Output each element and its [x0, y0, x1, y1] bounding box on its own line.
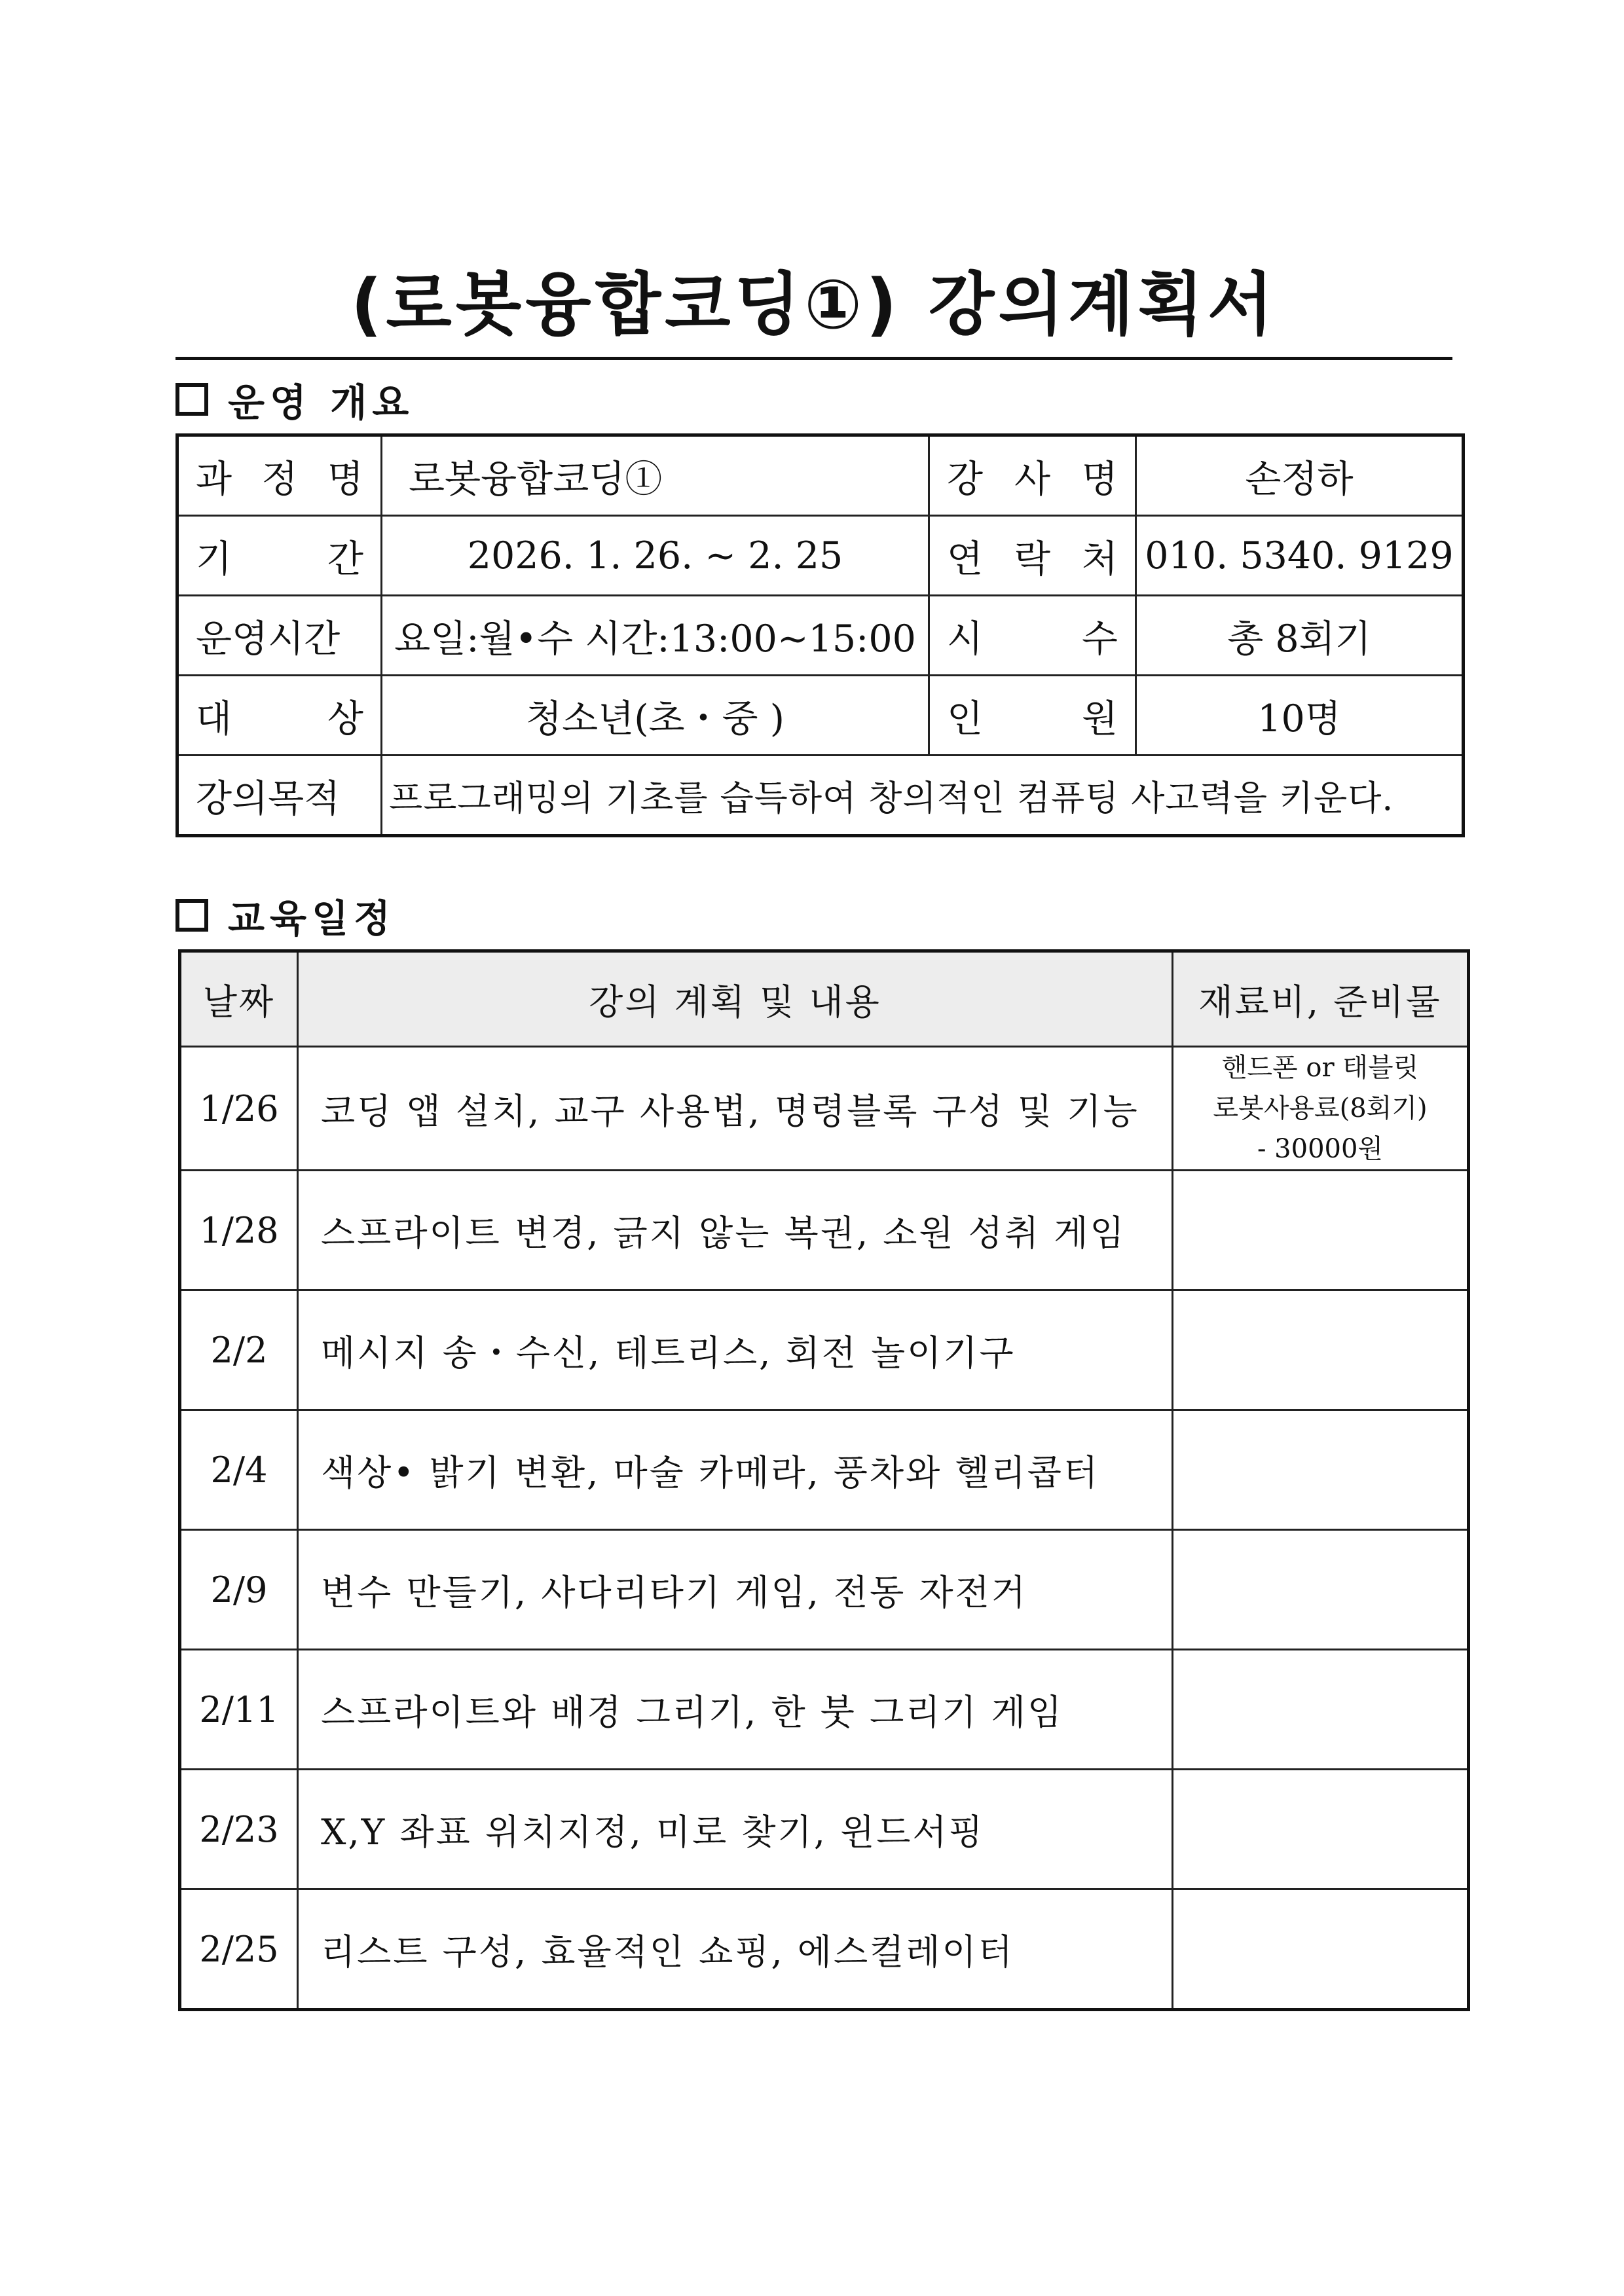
sessions-label: 시 수: [929, 596, 1136, 676]
row-date: 2/4: [180, 1410, 298, 1530]
target-label: 대 상: [177, 676, 382, 756]
purpose-label: 강의목적: [177, 756, 382, 836]
row-materials: [1173, 1047, 1469, 1171]
row-date: 2/11: [180, 1650, 298, 1770]
instructor-label: 강 사 명: [929, 435, 1136, 516]
table-row: [180, 1047, 1469, 1171]
schedule-table: [178, 949, 1470, 2011]
overview-heading-text: 운영 개요: [228, 380, 415, 425]
row-materials: [1173, 1290, 1469, 1410]
row-content: X,Y 좌표 위치지정, 미로 찾기, 윈드서핑: [298, 1770, 1173, 1889]
header-date: 날짜: [180, 951, 298, 1047]
table-row: [180, 1770, 1469, 1889]
document-title: (로봇융합코딩①) 강의계획서: [175, 259, 1452, 360]
row-date: 1/26: [180, 1047, 298, 1171]
row-date: 2/9: [180, 1530, 298, 1650]
row-date: 2/2: [180, 1290, 298, 1410]
row-content: 스프라이트와 배경 그리기, 한 붓 그리기 게임: [298, 1650, 1173, 1770]
row-materials: [1173, 1171, 1469, 1290]
period-label: 기 간: [177, 516, 382, 596]
headcount-label: 인 원: [929, 676, 1136, 756]
overview-row-purpose: [177, 756, 1464, 836]
row-content: 색상• 밝기 변환, 마술 카메라, 풍차와 헬리콥터: [298, 1410, 1173, 1530]
materials-line: - 30000원: [1257, 1134, 1384, 1164]
contact-value: 010. 5340. 9129: [1136, 516, 1464, 596]
table-row: [180, 1410, 1469, 1530]
hours-value: 요일:월•수 시간:13:00~15:00: [382, 596, 929, 676]
materials-line: 로봇사용료(8회기): [1213, 1093, 1428, 1123]
target-value: 청소년(초・중 ): [382, 676, 929, 756]
overview-row-period: [177, 516, 1464, 596]
overview-row-course: [177, 435, 1464, 516]
row-date: 2/23: [180, 1770, 298, 1889]
table-row: [180, 1530, 1469, 1650]
table-row: [180, 1889, 1469, 2010]
row-content: 코딩 앱 설치, 교구 사용법, 명령블록 구성 및 기능: [298, 1047, 1173, 1171]
hours-label: 운영시간: [177, 596, 382, 676]
row-content: 리스트 구성, 효율적인 쇼핑, 에스컬레이터: [298, 1889, 1173, 2010]
contact-label: 연 락 처: [929, 516, 1136, 596]
row-materials: [1173, 1889, 1469, 2010]
overview-checkbox: [175, 383, 208, 416]
schedule-checkbox: [175, 899, 208, 932]
row-date: 1/28: [180, 1171, 298, 1290]
row-content: 변수 만들기, 사다리타기 게임, 전동 자전거: [298, 1530, 1173, 1650]
materials-line: 핸드폰 or 태블릿: [1221, 1053, 1419, 1083]
table-row: [180, 1290, 1469, 1410]
schedule-heading-text: 교육일정: [228, 896, 396, 941]
purpose-value: 프로그래밍의 기초를 습득하여 창의적인 컴퓨팅 사고력을 키운다.: [382, 756, 1464, 836]
row-materials: [1173, 1650, 1469, 1770]
row-materials: [1173, 1530, 1469, 1650]
row-content: 스프라이트 변경, 긁지 않는 복권, 소원 성취 게임: [298, 1171, 1173, 1290]
row-content: 메시지 송・수신, 테트리스, 회전 놀이기구: [298, 1290, 1173, 1410]
table-row: [180, 1171, 1469, 1290]
row-date: 2/25: [180, 1889, 298, 2010]
row-materials: [1173, 1770, 1469, 1889]
period-value: 2026. 1. 26. ~ 2. 25: [382, 516, 929, 596]
overview-section-heading: [175, 373, 414, 426]
course-name-label: 과 정 명: [177, 435, 382, 516]
course-name-value: 로봇융합코딩①: [382, 435, 929, 516]
overview-row-target: [177, 676, 1464, 756]
sessions-value: 총 8회기: [1136, 596, 1464, 676]
overview-row-hours: [177, 596, 1464, 676]
overview-table: [175, 433, 1465, 837]
schedule-header-row: [180, 951, 1469, 1047]
instructor-value: 손정하: [1136, 435, 1464, 516]
schedule-section-heading: [175, 889, 396, 941]
row-materials: [1173, 1410, 1469, 1530]
header-content: 강의 계획 및 내용: [298, 951, 1173, 1047]
header-materials: 재료비, 준비물: [1173, 951, 1469, 1047]
headcount-value: 10명: [1136, 676, 1464, 756]
table-row: [180, 1650, 1469, 1770]
